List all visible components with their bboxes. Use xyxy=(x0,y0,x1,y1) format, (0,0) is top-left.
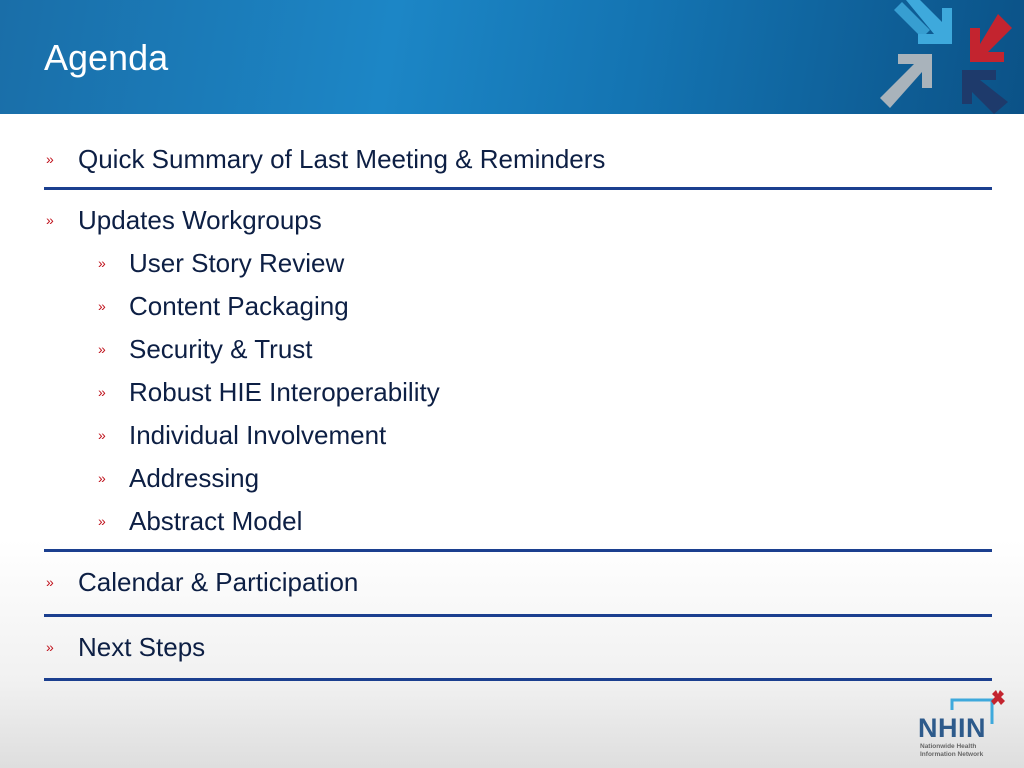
bullet-icon: » xyxy=(98,255,106,271)
agenda-subitem xyxy=(0,461,1024,495)
agenda-subitem-text: Security & Trust xyxy=(129,334,313,364)
agenda-item-text: Calendar & Participation xyxy=(78,567,359,597)
bullet-icon: » xyxy=(98,427,106,443)
four-arrows-logo-icon xyxy=(880,0,1024,114)
nhin-logo-line1: Nationwide Health xyxy=(920,743,977,750)
bullet-icon: » xyxy=(46,151,54,167)
bullet-icon: » xyxy=(46,574,54,590)
agenda-subitem-text: Individual Involvement xyxy=(129,420,387,450)
nhin-logo-line2: Information Network xyxy=(920,751,984,758)
bullet-icon: » xyxy=(98,384,106,400)
bullet-icon: » xyxy=(46,212,54,228)
bullet-icon: » xyxy=(98,513,106,529)
slide-title: Agenda xyxy=(44,37,169,78)
agenda-subitem xyxy=(0,418,1024,452)
agenda-subitem xyxy=(0,375,1024,409)
agenda-item-1 xyxy=(0,142,1024,176)
nhin-logo-mark: NHIN xyxy=(918,713,986,743)
divider xyxy=(44,614,992,617)
divider xyxy=(44,549,992,552)
agenda-subitem xyxy=(0,289,1024,323)
agenda-subitem-text: Robust HIE Interoperability xyxy=(129,377,440,407)
bullet-icon: » xyxy=(98,298,106,314)
agenda-subitem xyxy=(0,504,1024,538)
agenda-item-4 xyxy=(0,630,1024,664)
slide-header xyxy=(0,0,1024,114)
agenda-item-text: Updates Workgroups xyxy=(78,205,322,235)
agenda-subitem-text: User Story Review xyxy=(129,248,345,278)
agenda-item-text: Quick Summary of Last Meeting & Reminders xyxy=(78,144,606,174)
agenda-subitem xyxy=(0,332,1024,366)
agenda-subitem-text: Addressing xyxy=(129,463,260,493)
agenda-item-text: Next Steps xyxy=(78,632,206,662)
agenda-subitem xyxy=(0,246,1024,280)
agenda-item-2 xyxy=(0,203,1024,237)
nhin-logo-icon xyxy=(912,688,1016,760)
agenda-subitem-text: Abstract Model xyxy=(129,506,303,536)
agenda-subitem-text: Content Packaging xyxy=(129,291,349,321)
agenda-item-3 xyxy=(0,565,1024,599)
bullet-icon: » xyxy=(98,470,106,486)
bullet-icon: » xyxy=(98,341,106,357)
bullet-icon: » xyxy=(46,639,54,655)
divider xyxy=(44,678,992,681)
divider xyxy=(44,187,992,190)
